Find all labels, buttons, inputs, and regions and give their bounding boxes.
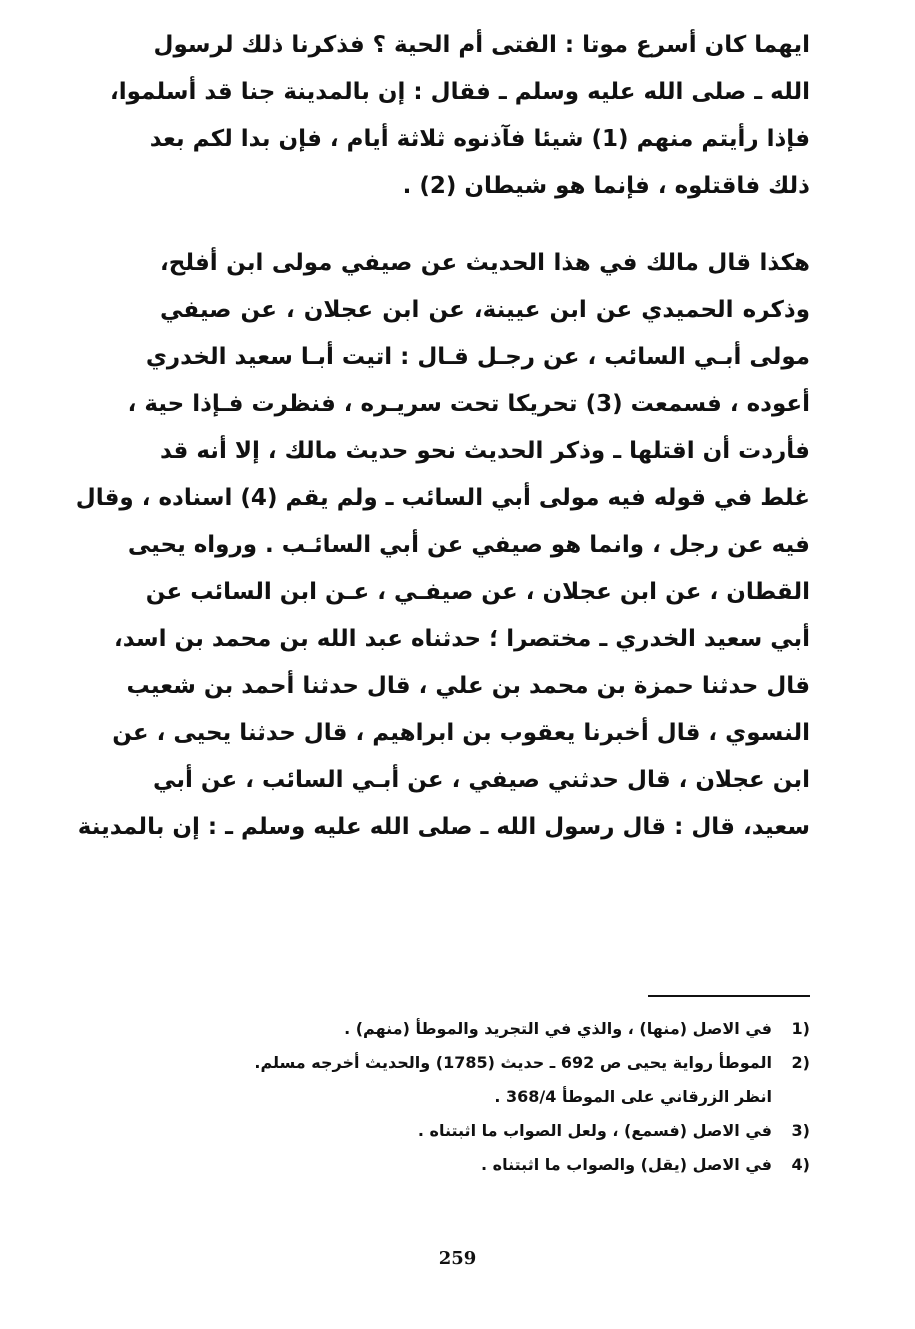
- text-line: هكذا قال مالك في هذا الحديث عن صيفي مولى ابن أفلح،: [160, 250, 810, 276]
- text-line: القطان ، عن ابن عجلان ، عن صيفـي ، عـن ابن السائب عن: [145, 579, 810, 605]
- text-line: الله ـ صلى الله عليه وسلم ـ فقال : إن بالمدينة جنا قد أسلموا،: [110, 79, 810, 105]
- footnote-text: [160, 1148, 772, 1182]
- footnote-separator: [648, 995, 810, 997]
- footnote-4: [160, 1148, 810, 1182]
- footnote-number: 3): [791, 1121, 810, 1140]
- text-line: الموطأ رواية يحيى ص 692 ـ حديث (1785) والحديث أخرجه مسلم.: [254, 1053, 772, 1072]
- text-line: قال حدثنا حمزة بن محمد بن علي ، قال حدثنا أحمد بن شعيب: [126, 673, 810, 699]
- text-line: فإذا رأيتم منهم (1) شيئا فآذنوه ثلاثة أيام ، فإن بدا لكم بعد: [149, 126, 810, 152]
- text-line: فيه عن رجل ، وانما هو صيفي عن أبي السائـب . ورواه يحيى: [127, 532, 810, 558]
- footnote-text: [160, 1012, 772, 1046]
- text-line: النسوي ، قال أخبرنا يعقوب بن ابراهيم ، قال حدثنا يحيى ، عن: [112, 720, 810, 746]
- text-line: في الاصل (منها) ، والذي في التجريد والموطأ (منهم) .: [344, 1019, 772, 1038]
- footnote-3: [160, 1114, 810, 1148]
- text-line: ابن عجلان ، قال حدثني صيفي ، عن أبـي السائب ، عن أبي: [153, 767, 810, 793]
- text-line: مولى أبـي السائب ، عن رجـل قـال : اتيت أبـا سعيد الخدري: [145, 344, 810, 370]
- text-line: في الاصل (فسمع) ، ولعل الصواب ما اثبتناه .: [417, 1121, 772, 1140]
- footnote-1: [160, 1012, 810, 1046]
- footnote-2: [160, 1046, 810, 1114]
- text-line: سعيد، قال : قال رسول الله ـ صلى الله عليه وسلم ـ : إن بالمدينة: [77, 814, 810, 840]
- footnote-number: 2): [791, 1053, 810, 1072]
- text-line: انظر الزرقاني على الموطأ 368/4 .: [494, 1087, 772, 1106]
- paragraph-2: [75, 240, 810, 851]
- footnotes: [160, 1012, 810, 1182]
- text-line: غلط في قوله فيه مولى أبي السائب ـ ولم يقم (4) اسناده ، وقال: [75, 485, 810, 511]
- text-line: ايهما كان أسرع موتا : الفتى أم الحية ؟ فذكرنا ذلك لرسول: [153, 32, 810, 58]
- text-line: أعوده ، فسمعت (3) تحريكا تحت سريـره ، فنظرت فـإذا حية ،: [127, 391, 810, 417]
- footnote-number: 4): [791, 1155, 810, 1174]
- text-line: ذلك فاقتلوه ، فإنما هو شيطان (2) .: [402, 173, 810, 199]
- footnote-text: [160, 1046, 772, 1114]
- paragraph-1: [110, 22, 810, 210]
- text-line: أبي سعيد الخدري ـ مختصرا ؛ حدثناه عبد الله بن محمد بن اسد،: [113, 626, 810, 652]
- text-line: فأردت أن اقتلها ـ وذكر الحديث نحو حديث مالك ، إلا أنه قد: [160, 438, 810, 464]
- text-line: في الاصل (يقل) والصواب ما اثبتناه .: [481, 1155, 772, 1174]
- page-body: [75, 22, 810, 1312]
- footnote-number: 1): [791, 1019, 810, 1038]
- text-line: وذكره الحميدي عن ابن عيينة، عن ابن عجلان ، عن صيفي: [160, 297, 810, 323]
- footnote-text: [160, 1114, 772, 1148]
- page-number: 259: [438, 1248, 477, 1269]
